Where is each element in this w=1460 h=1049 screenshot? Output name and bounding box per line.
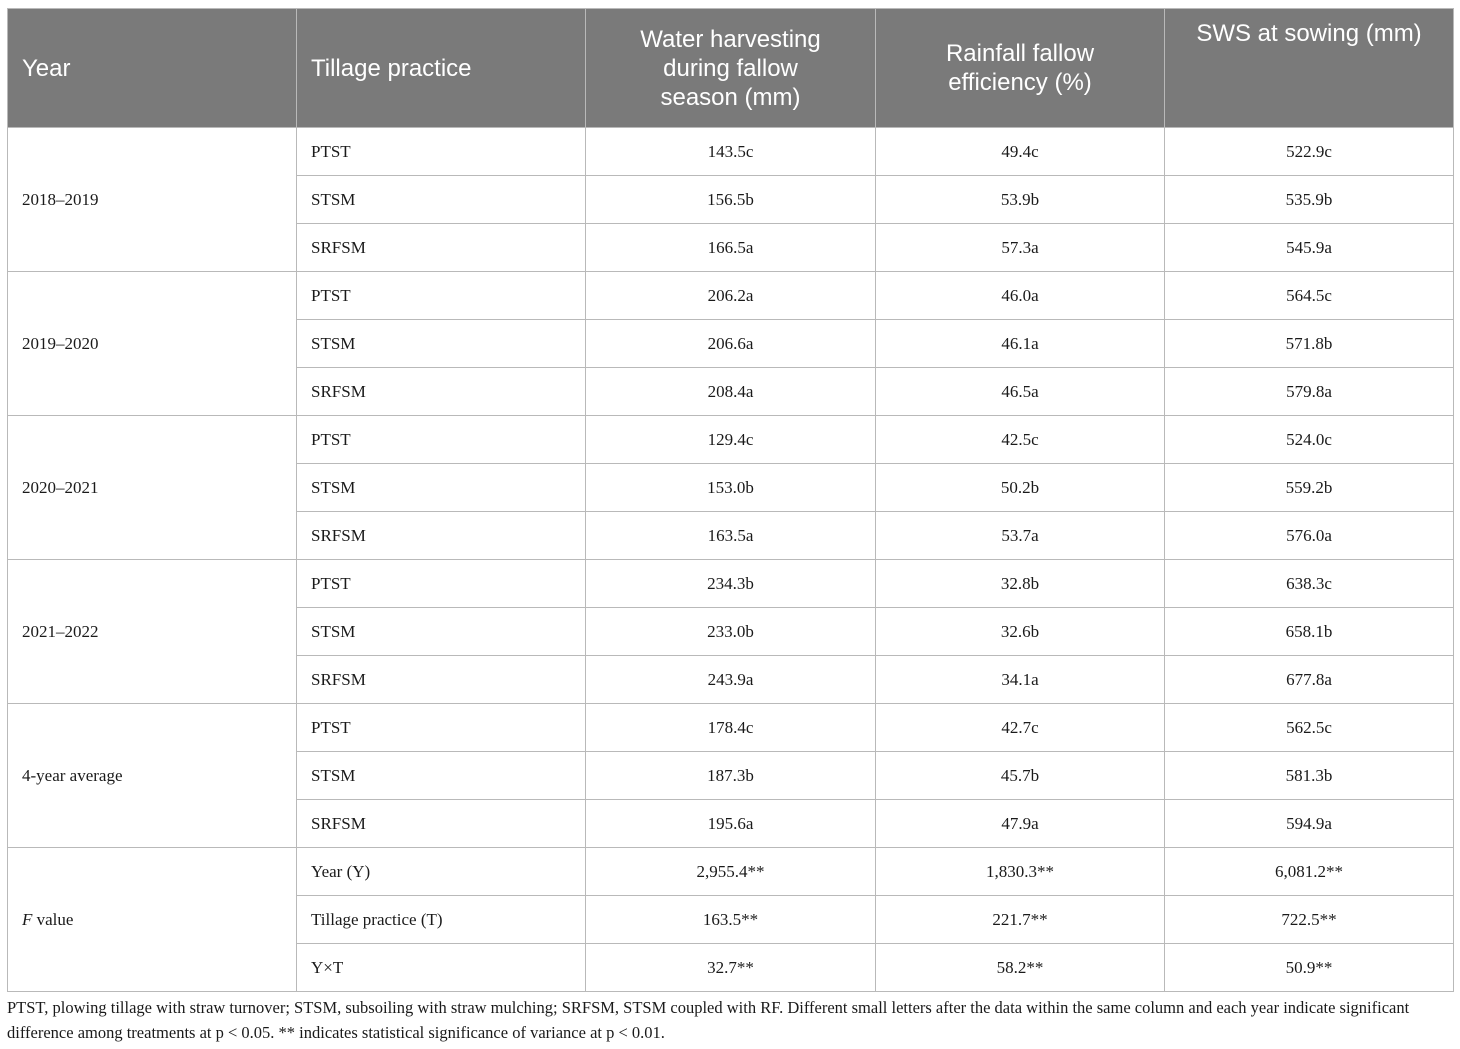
tillage-practice-cell: Y×T: [297, 944, 586, 992]
year-cell: 2019–2020: [8, 272, 297, 416]
header-rainfall-line-1: Rainfall fallow: [945, 40, 1095, 67]
rainfall-efficiency-cell: 221.7**: [876, 896, 1165, 944]
water-harvesting-cell: 243.9a: [586, 656, 876, 704]
header-water-harvesting: [586, 9, 876, 128]
rainfall-efficiency-cell: 32.6b: [876, 608, 1165, 656]
table-row: [8, 416, 1454, 464]
table-row: [8, 128, 1454, 176]
rainfall-efficiency-cell: 46.5a: [876, 368, 1165, 416]
sws-cell: 638.3c: [1165, 560, 1454, 608]
water-harvesting-cell: 234.3b: [586, 560, 876, 608]
data-table: [7, 8, 1454, 992]
sws-cell: 535.9b: [1165, 176, 1454, 224]
year-cell: 4-year average: [8, 704, 297, 848]
year-cell: 2020–2021: [8, 416, 297, 560]
header-water-line-1: Water harvesting: [640, 25, 821, 53]
tillage-practice-cell: SRFSM: [297, 368, 586, 416]
year-cell: 2021–2022: [8, 560, 297, 704]
year-cell: 2018–2019: [8, 128, 297, 272]
sws-cell: 564.5c: [1165, 272, 1454, 320]
water-harvesting-cell: 156.5b: [586, 176, 876, 224]
rainfall-efficiency-cell: 32.8b: [876, 560, 1165, 608]
water-harvesting-cell: 195.6a: [586, 800, 876, 848]
header-tillage-practice: Tillage practice: [297, 9, 586, 128]
water-harvesting-cell: 187.3b: [586, 752, 876, 800]
table-footnote: PTST, plowing tillage with straw turnover; STSM, subsoiling with straw mulching; SRFSM, STSM coupled with RF. Different small letters after the data within the same column and each year indicate significant difference among treatments at p < 0.05. ** indicates statistical significance of variance at p < 0.01.: [7, 998, 1410, 1042]
tillage-practice-cell: SRFSM: [297, 224, 586, 272]
tillage-practice-cell: SRFSM: [297, 512, 586, 560]
rainfall-efficiency-cell: 57.3a: [876, 224, 1165, 272]
tillage-practice-cell: STSM: [297, 752, 586, 800]
table-row: [8, 704, 1454, 752]
table-body: [8, 128, 1454, 992]
rainfall-efficiency-cell: 53.9b: [876, 176, 1165, 224]
sws-cell: 658.1b: [1165, 608, 1454, 656]
sws-cell: 571.8b: [1165, 320, 1454, 368]
water-harvesting-cell: 233.0b: [586, 608, 876, 656]
water-harvesting-cell: 163.5**: [586, 896, 876, 944]
tillage-practice-cell: PTST: [297, 128, 586, 176]
tillage-practice-cell: STSM: [297, 320, 586, 368]
tillage-practice-cell: STSM: [297, 176, 586, 224]
tillage-practice-cell: Year (Y): [297, 848, 586, 896]
water-harvesting-cell: 32.7**: [586, 944, 876, 992]
tillage-practice-cell: STSM: [297, 464, 586, 512]
sws-cell: 581.3b: [1165, 752, 1454, 800]
tillage-practice-cell: Tillage practice (T): [297, 896, 586, 944]
sws-cell: 579.8a: [1165, 368, 1454, 416]
water-harvesting-cell: 153.0b: [586, 464, 876, 512]
rainfall-efficiency-cell: 47.9a: [876, 800, 1165, 848]
rainfall-efficiency-cell: 1,830.3**: [876, 848, 1165, 896]
sws-cell: 677.8a: [1165, 656, 1454, 704]
water-harvesting-cell: 206.6a: [586, 320, 876, 368]
water-harvesting-cell: 206.2a: [586, 272, 876, 320]
water-harvesting-cell: 129.4c: [586, 416, 876, 464]
rainfall-efficiency-cell: 46.1a: [876, 320, 1165, 368]
sws-cell: 722.5**: [1165, 896, 1454, 944]
rainfall-efficiency-cell: 53.7a: [876, 512, 1165, 560]
f-symbol: F: [22, 909, 33, 929]
sws-cell: 545.9a: [1165, 224, 1454, 272]
water-harvesting-cell: 166.5a: [586, 224, 876, 272]
header-sws-at-sowing: SWS at sowing (mm): [1165, 9, 1454, 128]
sws-cell: 576.0a: [1165, 512, 1454, 560]
rainfall-efficiency-cell: 42.7c: [876, 704, 1165, 752]
sws-cell: 522.9c: [1165, 128, 1454, 176]
sws-cell: 562.5c: [1165, 704, 1454, 752]
tillage-practice-cell: PTST: [297, 560, 586, 608]
header-water-line-3: season (mm): [660, 83, 801, 111]
f-value-label: value: [32, 909, 74, 929]
water-harvesting-cell: 143.5c: [586, 128, 876, 176]
sws-cell: 50.9**: [1165, 944, 1454, 992]
sws-cell: 594.9a: [1165, 800, 1454, 848]
tillage-practice-cell: PTST: [297, 416, 586, 464]
sws-cell: 6,081.2**: [1165, 848, 1454, 896]
water-harvesting-cell: 2,955.4**: [586, 848, 876, 896]
header-year: Year: [8, 9, 297, 128]
rainfall-efficiency-cell: 49.4c: [876, 128, 1165, 176]
tillage-practice-cell: PTST: [297, 272, 586, 320]
tillage-practice-cell: SRFSM: [297, 800, 586, 848]
header-rainfall-line-2: efficiency (%): [948, 69, 1092, 96]
rainfall-efficiency-cell: 45.7b: [876, 752, 1165, 800]
header-row: [8, 9, 1454, 128]
water-harvesting-cell: 163.5a: [586, 512, 876, 560]
rainfall-efficiency-cell: 46.0a: [876, 272, 1165, 320]
sws-cell: 524.0c: [1165, 416, 1454, 464]
rainfall-efficiency-cell: 34.1a: [876, 656, 1165, 704]
rainfall-efficiency-cell: 42.5c: [876, 416, 1165, 464]
water-harvesting-cell: 178.4c: [586, 704, 876, 752]
tillage-practice-cell: PTST: [297, 704, 586, 752]
water-harvesting-cell: 208.4a: [586, 368, 876, 416]
year-cell: [8, 848, 297, 992]
rainfall-efficiency-cell: 50.2b: [876, 464, 1165, 512]
rainfall-efficiency-cell: 58.2**: [876, 944, 1165, 992]
table-row: [8, 848, 1454, 896]
tillage-practice-cell: STSM: [297, 608, 586, 656]
sws-cell: 559.2b: [1165, 464, 1454, 512]
header-water-line-2: during fallow: [663, 54, 798, 82]
table-row: [8, 560, 1454, 608]
tillage-practice-cell: SRFSM: [297, 656, 586, 704]
table-row: [8, 272, 1454, 320]
header-rainfall-efficiency: [876, 9, 1165, 128]
